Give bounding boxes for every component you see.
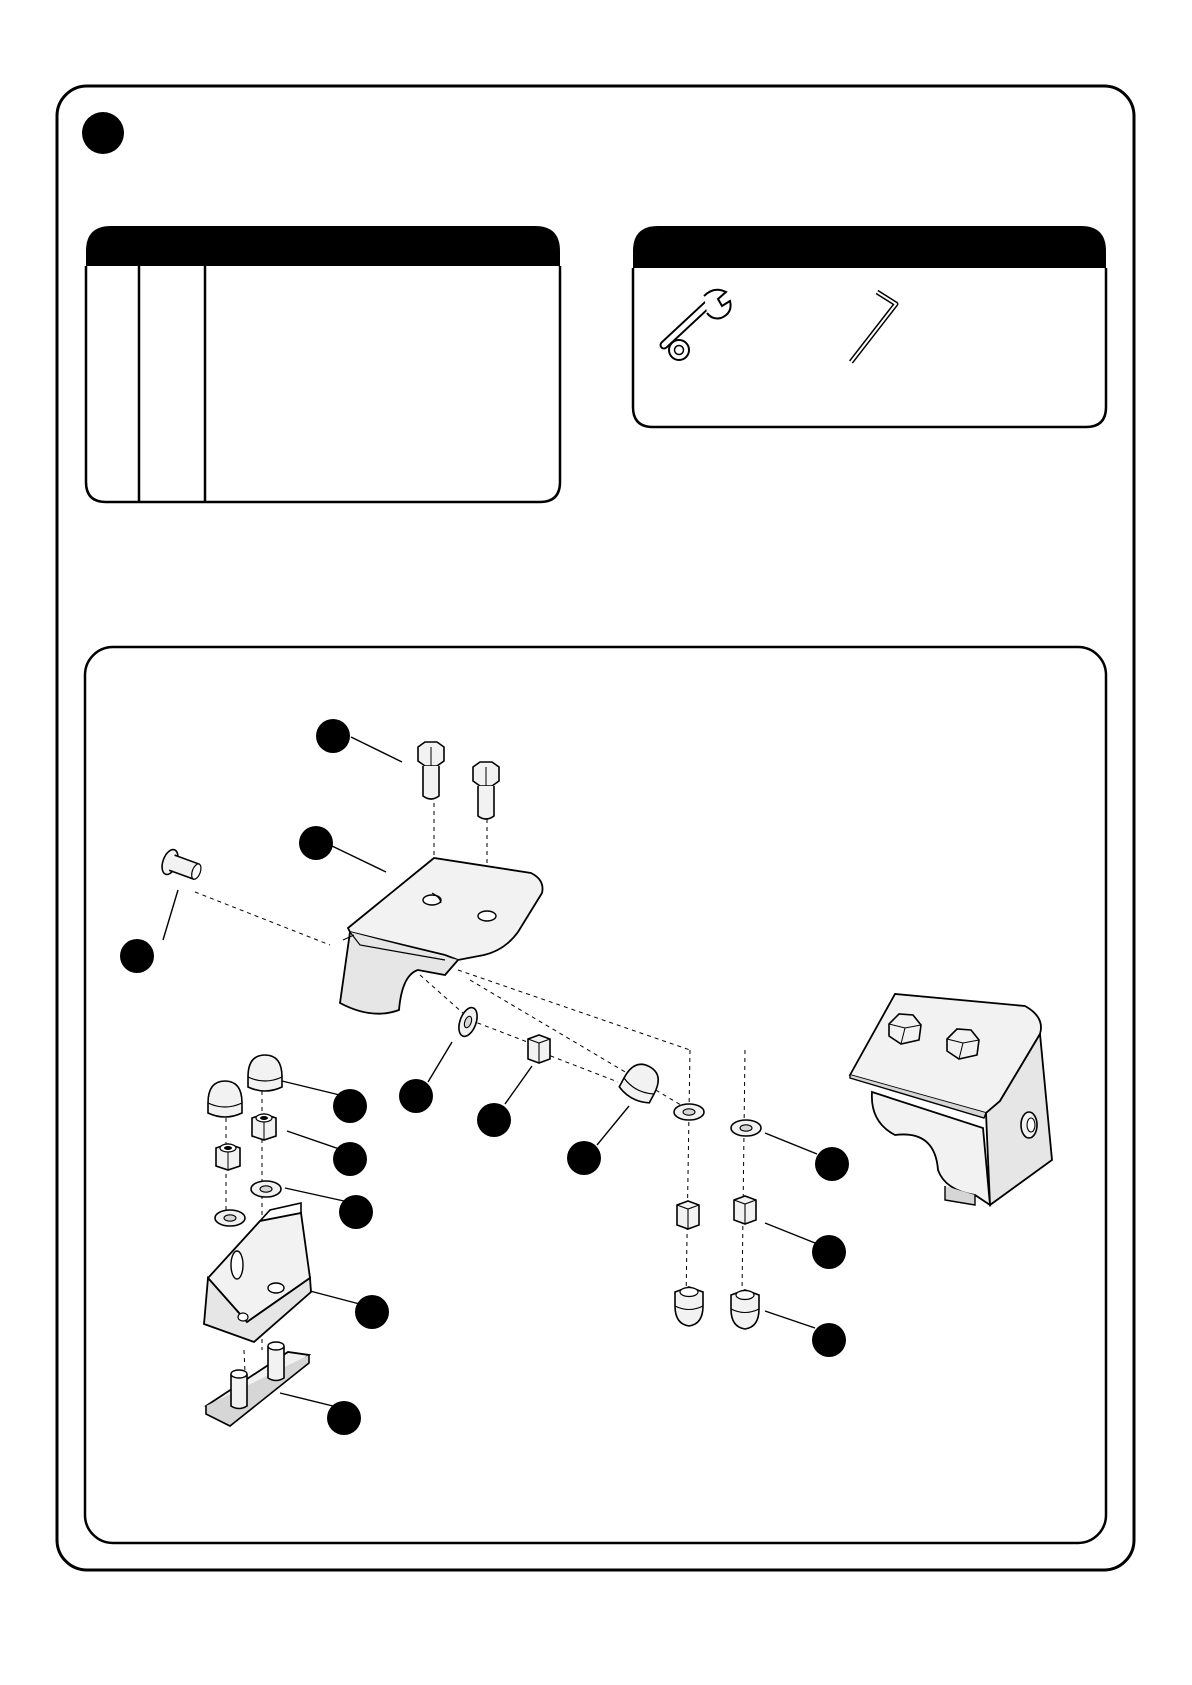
tools-header: [633, 226, 1106, 268]
callout-washer-left: [399, 1079, 433, 1113]
hex-bolt: [418, 742, 444, 799]
callout-cap-top: [333, 1089, 367, 1123]
callout-cap-mid: [567, 1141, 601, 1175]
callout-acorn-right: [812, 1323, 846, 1357]
hex-nut: [528, 1035, 550, 1063]
main-bracket: [340, 858, 543, 1014]
clevis-pin: [159, 847, 205, 885]
callout-bracket-small: [355, 1295, 389, 1329]
dome-cap: [208, 1081, 242, 1117]
exploded-diagram: [120, 719, 1052, 1435]
lock-nut: [216, 1144, 240, 1170]
wrench-icon: [664, 290, 731, 360]
acorn-nut: [675, 1287, 703, 1326]
callout-nut-right: [812, 1235, 846, 1269]
callout-locknut: [333, 1142, 367, 1176]
dome-cap-angled: [617, 1059, 664, 1107]
callout-pin: [120, 939, 154, 973]
step-badge: [82, 112, 124, 154]
flat-washer: [215, 1210, 245, 1226]
callout-bolt: [316, 719, 350, 753]
washer-angled: [455, 1005, 480, 1039]
acorn-nut: [731, 1290, 759, 1329]
hex-nut: [677, 1201, 699, 1229]
page-frame: [57, 86, 1134, 1570]
hex-bolt: [473, 762, 499, 819]
hex-nut: [734, 1196, 756, 1224]
callout-bracket-main: [299, 826, 333, 860]
hex-key-icon: [851, 292, 896, 362]
callout-plate-studs: [327, 1401, 361, 1435]
parts-list-header: [86, 226, 560, 266]
dome-cap: [248, 1055, 282, 1091]
lock-nut: [252, 1114, 276, 1140]
flat-washer: [674, 1104, 704, 1120]
callout-nut-mid: [477, 1103, 511, 1137]
parts-list-panel: [86, 226, 560, 502]
flat-washer: [731, 1120, 761, 1136]
stud-plate: [206, 1342, 309, 1426]
assembled-bracket: [850, 994, 1052, 1205]
flat-washer: [251, 1181, 281, 1197]
callout-washer-right: [815, 1147, 849, 1181]
callout-washer-lower: [339, 1195, 373, 1229]
tools-panel: [633, 226, 1106, 427]
